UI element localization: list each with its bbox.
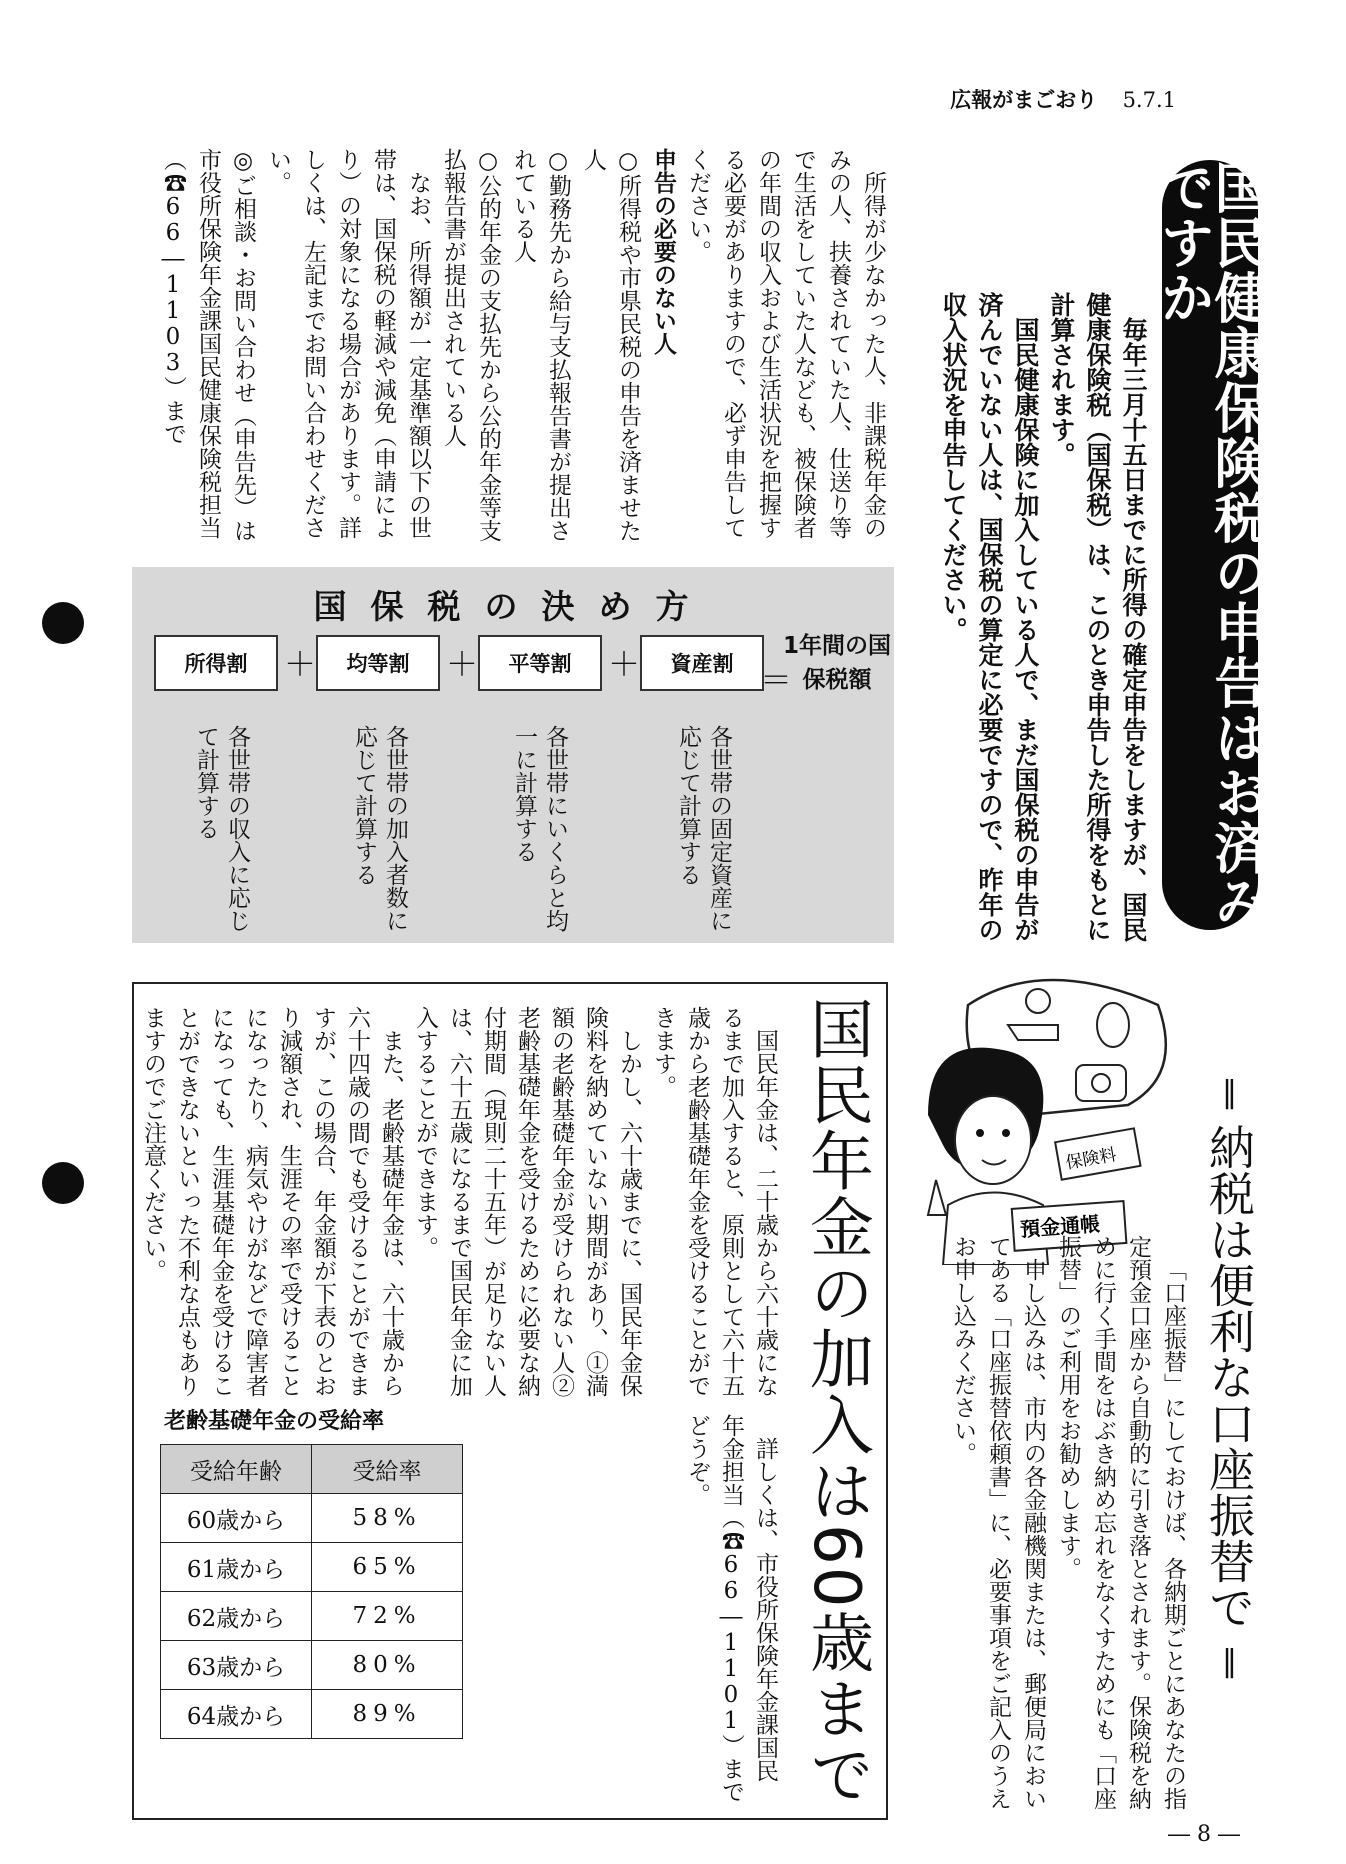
illus-label-premium: 保険料 [1064,1144,1118,1174]
rate-cell: 89% [312,1690,463,1739]
table-row [161,1641,463,1690]
body-text-block [155,148,890,548]
table-row [161,1494,463,1543]
pension-title: 国民年金の加入は60歳まで [799,996,873,1808]
lead-text [935,292,1151,952]
plus-sign: ＋ [284,645,317,683]
table-header-row [161,1445,463,1494]
contact-info: ◎ご相談・お問い合わせ（申告先）は市役所保険年金課国民健康保険税担当（☎66―1103）まで [160,148,256,542]
desc-per-capita: 各世帯の加入者数に応じて計算する [351,725,408,932]
calc-title: 国保税の決め方 [313,587,713,626]
table-row [161,1543,463,1592]
lead-paragraph-1: 毎年三月十五日までに所得の確定申告をしますが、国民健康保険税（国保税）は、このとき申告した所得をもとに計算されます。 [1047,292,1148,942]
term-per-household: 平等割 [478,635,602,691]
transfer-paragraph-2: 申し込みは、市内の各金融機関または、郵便局においてある「口座振替依頼書」に、必要事項をご記入のうえお申し込みください。 [950,1235,1046,1810]
plus-sign: ＋ [446,645,479,683]
no-need-heading: 申告の必要のない人 [650,148,676,355]
desc-income: 各世帯の収入に応じて計算する [193,725,250,932]
body-paragraph: 所得が少なかった人、非課税年金のみの人、扶養されていた人、仕送り等で生活をしていた人なども、被保険者の年間の収入および生活状況を把握する必要がありますので、必ず申告してください。 [685,148,886,539]
binder-hole-bottom [42,1162,84,1204]
reduction-note: なお、所得額が一定基準額以下の世帯は、国保税の軽減や減免（申請により）の対象になる場合があります。詳しくは、左記までお問い合わせください。 [265,148,431,539]
rate-cell: 58% [312,1494,463,1543]
pension-paragraph-3: また、老齢基礎年金は、六十歳から六十四歳の間でも受けることができますが、この場合、年金額が下表のとおり減額され、生涯その率で受けることになったり、病気やけがなどで障害者になっても、生涯基礎年金を受けることができないといった不利な点もありますのでご注意ください。 [140,1006,404,1397]
table-row [161,1592,463,1641]
issue-date: 5.7.1 [1122,88,1176,112]
no-need-item-3: ○公的年金の支払先から公的年金等支払報告書が提出されている人 [440,148,501,542]
publication-name: 広報がまごおり [950,88,1098,112]
header-age: 受給年齢 [161,1445,312,1494]
rate-cell: 65% [312,1543,463,1592]
transfer-title: 納税は便利な口座振替で [1202,1124,1256,1630]
desc-per-household: 各世帯にいくらと均一に計算する [511,725,568,932]
title-rule-top: ‖ [1212,1075,1247,1110]
term-income: 所得割 [154,635,278,691]
plus-sign: ＋ [608,645,641,683]
age-cell: 61歳から [161,1543,312,1592]
main-title: 国民健康保険税の申告はお済みですか [1152,160,1269,930]
age-cell: 64歳から [161,1690,312,1739]
binder-hole-top [42,602,84,644]
transfer-paragraph-1: 「口座振替」にしておけば、各納期ごとにあなたの指定預金口座から自動的に引き落とされます。保険税を納めに行く手間をはぶき納め忘れをなくすためにも「口座振替」のご利用をお勧めします。 [1055,1235,1186,1810]
page-header [950,84,1176,114]
no-need-item-1: ○所得税や市県民税の申告を済ませた人 [580,148,641,542]
term-per-capita: 均等割 [316,635,440,691]
transfer-text [945,1235,1190,1825]
pension-upper-text [136,1006,782,1416]
illus-label-passbook: 預金通帳 [1019,1211,1101,1242]
transfer-title-wrap [1202,1075,1256,1679]
tax-calculation-box [132,567,894,943]
rate-cell: 72% [312,1592,463,1641]
desc-assets: 各世帯の固定資産に応じて計算する [675,725,732,932]
rate-table-caption: 老齢基礎年金の受給率 [164,1409,385,1434]
pension-lower-text [486,1414,782,1804]
title-rule-bottom: ‖ [1212,1644,1247,1679]
age-cell: 62歳から [161,1592,312,1641]
age-cell: 63歳から [161,1641,312,1690]
benefit-rate-table [160,1444,463,1739]
rate-cell: 80% [312,1641,463,1690]
pension-article [132,982,888,1820]
table-row [161,1690,463,1739]
page-number: ― 8 ― [1168,1822,1240,1847]
header-rate: 受給率 [312,1445,463,1494]
age-cell: 60歳から [161,1494,312,1543]
equals-sign: ＝ [760,661,793,699]
term-assets: 資産割 [640,635,764,691]
lead-paragraph-2: 国民健康保険に加入している人で、まだ国保税の申告が済んでいない人は、国保税の算定に必要ですので、昨年の収入状況を申告してください。 [939,292,1040,942]
pension-paragraph-2: しかし、六十歳までに、国民年金保険料を納めていない期間があり、①満額の老齢基礎年金が受けられない人②老齢基礎年金を受けるために必要な納付期間（現則二十五年）が足りない人は、六十五歳になるまで国民年金に加入することができます。 [412,1006,642,1397]
main-title-banner [1152,160,1269,930]
pension-paragraph-1: 国民年金は、二十歳から六十歳になるまで加入すると、原則として六十五歳から老齢基礎年金を受けることができます。 [650,1006,778,1397]
no-need-item-2: ○勤務先から給与支払報告書が提出されている人 [510,148,571,542]
passbook-woman-illustration [908,965,1178,1265]
calc-result: 1年間の国保税額 [782,633,891,693]
pension-paragraph-4: 詳しくは、市役所保険年金課国民年金担当（☎66―1101）までどうぞ。 [684,1414,778,1803]
